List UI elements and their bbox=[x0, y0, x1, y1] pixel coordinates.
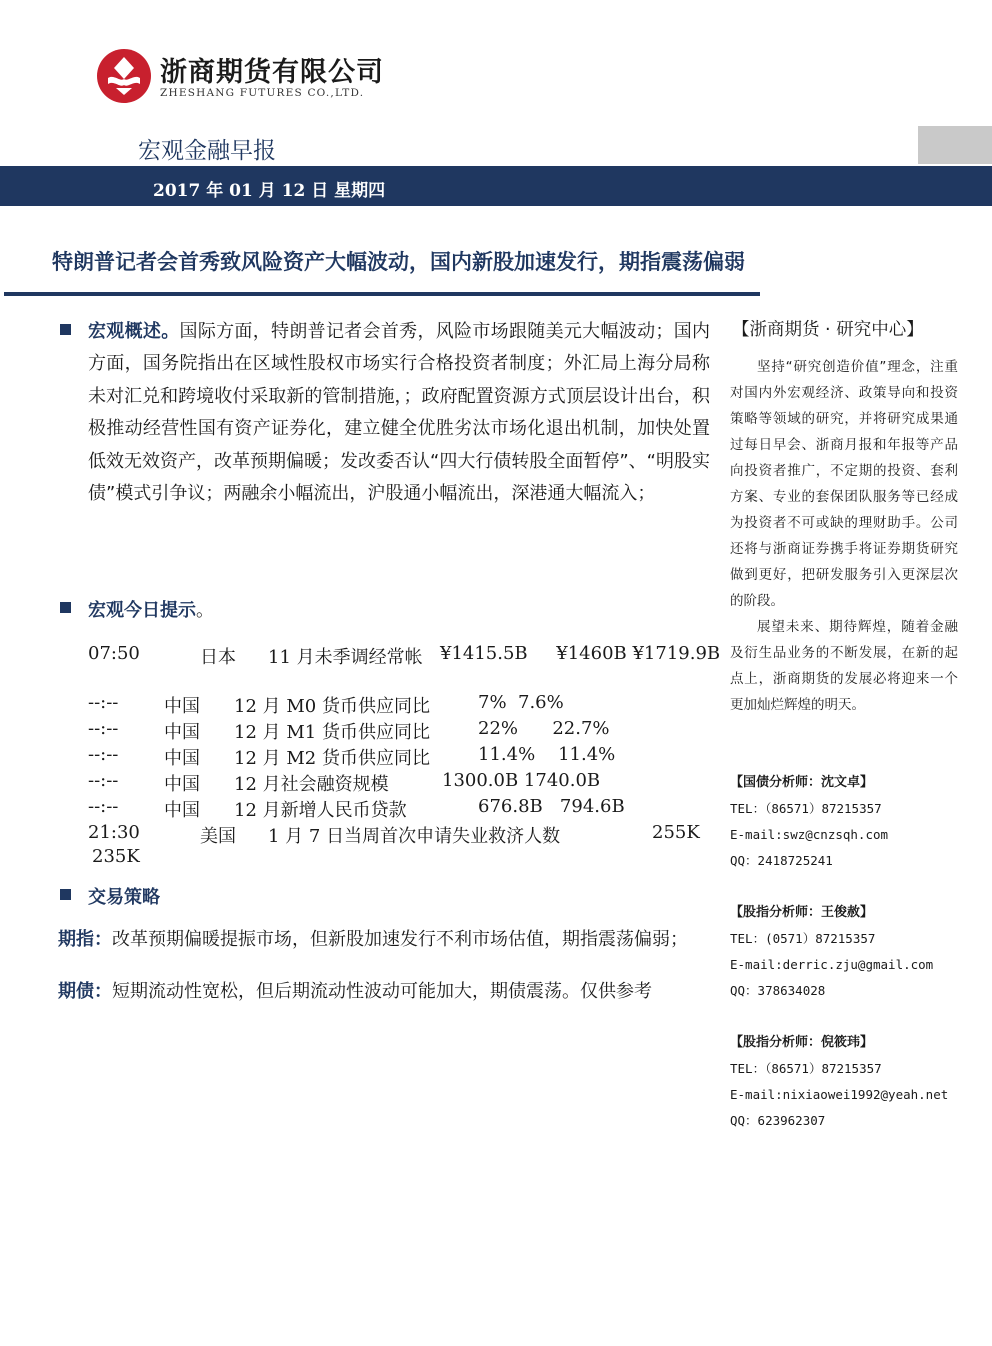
overview-text: 国际方面，特朗普记者会首秀，风险市场跟随美元大幅波动；国内方面，国务院指出在区域性股权市场实行合格投资者制度；外汇局上海分局称未对汇兑和跨境收付采取新的管制措施，；政府配置资源方式顶层设计出台，积极推动经营性国有资产证券化，建立健全优胜劣汰市场化退出机制，加快处置低效无效资产，改革预期偏暖；发改委否认“四大行债转股全面暂停”、“明股实债”模式引争议；两融余小幅流出，沪股通小幅流出，深港通大幅流入； bbox=[88, 321, 710, 505]
event-row-item: 1 月 7 日当周首次申请失业救济人数 bbox=[268, 826, 561, 847]
section-bullet-icon bbox=[60, 324, 71, 335]
event-row-values: ¥1415.5B ¥1460B ¥1719.9B bbox=[440, 643, 721, 664]
strategy-item bbox=[58, 927, 710, 953]
report-date: 2017 年 01 月 12 日 星期四 bbox=[153, 181, 386, 201]
event-row-values: 22% 22.7% bbox=[478, 718, 610, 739]
event-row-item: 12 月社会融资规模 bbox=[234, 774, 389, 795]
event-row-time: --:-- bbox=[88, 796, 119, 817]
event-row-country: 中国 bbox=[164, 696, 200, 717]
strategy-heading: 交易策略 bbox=[88, 887, 160, 908]
analyst-tel: TEL：（86571）87215357 bbox=[730, 1061, 882, 1076]
analyst-card bbox=[730, 900, 980, 1004]
today-heading: 宏观今日提示。 bbox=[88, 600, 214, 621]
event-row-values: 11.4% 11.4% bbox=[478, 744, 616, 765]
analyst-card bbox=[730, 770, 980, 874]
overview-label: 宏观概述。 bbox=[88, 321, 180, 342]
section-bullet-icon bbox=[60, 889, 71, 900]
event-row-item: 12 月 M1 货币供应同比 bbox=[234, 722, 430, 743]
strategy-item-name: 期指： bbox=[58, 929, 112, 950]
org-title: 【浙商期货 · 研究中心】 bbox=[732, 320, 924, 340]
event-row-values: 1300.0B 1740.0B bbox=[442, 770, 601, 791]
event-row-time: 07:50 bbox=[88, 643, 140, 664]
analyst-title: 【股指分析师：倪筱玮】 bbox=[730, 1035, 874, 1050]
analyst-qq: QQ：623962307 bbox=[730, 1113, 826, 1128]
section-bullet-icon bbox=[60, 602, 71, 613]
event-row-time: --:-- bbox=[88, 692, 119, 713]
event-row-country: 美国 bbox=[200, 826, 236, 847]
strategy-item bbox=[58, 979, 710, 1005]
event-row-country: 中国 bbox=[164, 722, 200, 743]
header-gray-block bbox=[918, 126, 992, 164]
analyst-qq: QQ：378634028 bbox=[730, 983, 826, 998]
event-row-country: 中国 bbox=[164, 748, 200, 769]
event-row-time: 21:30 bbox=[88, 822, 140, 843]
event-row-country: 日本 bbox=[200, 647, 236, 668]
event-row-item: 12 月 M0 货币供应同比 bbox=[234, 696, 430, 717]
event-row-values: 676.8B 794.6B bbox=[478, 796, 625, 817]
headline-divider bbox=[4, 292, 760, 296]
strategy-item-text: 短期流动性宽松，但后期流动性波动可能加大，期债震荡。仅供参考 bbox=[112, 981, 652, 1002]
event-row-item: 12 月新增人民币贷款 bbox=[234, 800, 407, 821]
overview-paragraph bbox=[88, 316, 710, 510]
report-title: 宏观金融早报 bbox=[138, 138, 276, 164]
org-description bbox=[730, 354, 958, 718]
analyst-tel: TEL：(0571）87215357 bbox=[730, 931, 876, 946]
company-name-en: ZHESHANG FUTURES CO.,LTD. bbox=[160, 87, 365, 99]
event-row-item: 11 月未季调经常帐 bbox=[268, 647, 423, 668]
analyst-title: 【国债分析师：沈文卓】 bbox=[730, 775, 874, 790]
event-row-values-wrap: 235K bbox=[92, 846, 140, 867]
event-row-item: 12 月 M2 货币供应同比 bbox=[234, 748, 430, 769]
event-row-country: 中国 bbox=[164, 774, 200, 795]
event-row-time: --:-- bbox=[88, 770, 119, 791]
strategy-item-name: 期债： bbox=[58, 981, 112, 1002]
company-name-cn: 浙商期货有限公司 bbox=[160, 57, 384, 88]
org-paragraph: 坚持“研究创造价值”理念，注重对国内外宏观经济、政策导向和投资策略等领域的研究，并将研究成果通过每日早会、浙商月报和年报等产品向投资者推广，不定期的投资、套利方案、专业的套保团队服务等已经成为投资者不可或缺的理财助手。公司还将与浙商证券携手将证券期货研究做到更好，把研发服务引入更深层次的阶段。 bbox=[730, 359, 958, 609]
event-row-time: --:-- bbox=[88, 744, 119, 765]
analyst-title: 【股指分析师：王俊赦】 bbox=[730, 905, 874, 920]
event-row-values: 7% 7.6% bbox=[478, 692, 564, 713]
date-bar bbox=[0, 166, 992, 206]
event-row-country: 中国 bbox=[164, 800, 200, 821]
analyst-card bbox=[730, 1030, 980, 1134]
analyst-tel: TEL：（86571）87215357 bbox=[730, 801, 882, 816]
analyst-qq: QQ：2418725241 bbox=[730, 853, 833, 868]
analyst-email[interactable]: E-mail:derric.zju@gmail.com bbox=[730, 957, 934, 972]
analyst-email[interactable]: E-mail:nixiaowei1992@yeah.net bbox=[730, 1087, 949, 1102]
event-row-values: 255K bbox=[652, 822, 700, 843]
org-paragraph: 展望未来、期待辉煌，随着金融及衍生品业务的不断发展，在新的起点上，浙商期货的发展必将迎来一个更加灿烂辉煌的明天。 bbox=[730, 619, 958, 713]
strategy-item-text: 改革预期偏暖提振市场，但新股加速发行不利市场估值，期指震荡偏弱； bbox=[112, 929, 688, 950]
headline: 特朗普记者会首秀致风险资产大幅波动，国内新股加速发行，期指震荡偏弱 bbox=[52, 250, 745, 274]
event-row-time: --:-- bbox=[88, 718, 119, 739]
company-logo-icon bbox=[96, 48, 152, 104]
analyst-email[interactable]: E-mail:swz@cnzsqh.com bbox=[730, 827, 889, 842]
